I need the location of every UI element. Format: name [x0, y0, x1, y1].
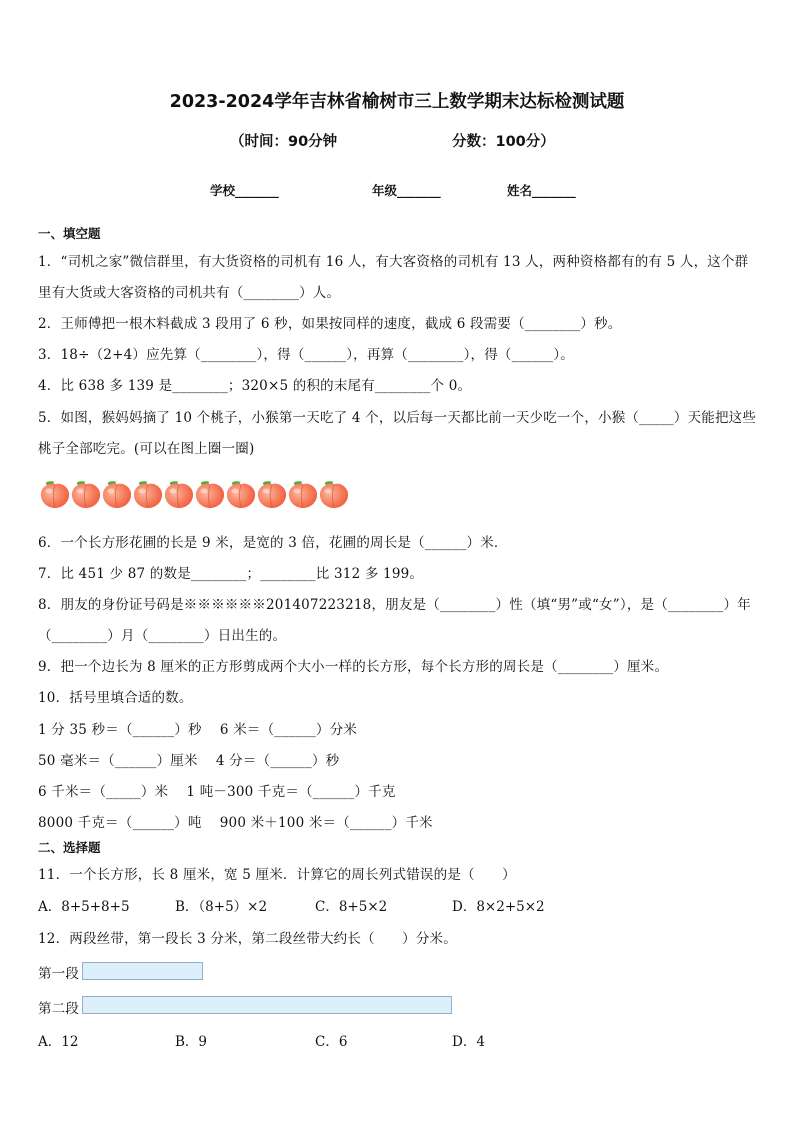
peach-icon [162, 476, 196, 510]
peach-icon [69, 476, 103, 510]
question-2: 2．王师傅把一根木料截成 3 段用了 6 秒，如果按同样的速度，截成 6 段需要（________）秒。 [38, 316, 622, 332]
question-10: 10．括号里填合适的数。 [38, 690, 193, 706]
page-title: 2023-2024学年吉林省榆树市三上数学期末达标检测试题 [169, 92, 625, 112]
peach-icon [317, 476, 351, 510]
question-5-line1: 5．如图，猴妈妈摘了 10 个桃子，小猴第一天吃了 4 个，以后每一天都比前一天少吃一个，小猴（_____）天能把这些 [38, 410, 757, 426]
segment-1-label: 第一段 [38, 966, 80, 982]
question-10-row-a: 1 分 35 秒＝（______）秒 6 米＝（______）分米 [38, 722, 358, 738]
question-11: 11．一个长方形，长 8 厘米，宽 5 厘米．计算它的周长列式错误的是（ ） [38, 867, 516, 883]
peach-icon [193, 476, 227, 510]
segment-2-label: 第二段 [38, 1001, 80, 1017]
q12-option-d: D．4 [452, 1034, 485, 1050]
segment-1-bar [82, 962, 203, 980]
q12-option-a: A．12 [38, 1034, 79, 1050]
question-10-row-c: 6 千米＝（_____）米 1 吨－300 千克＝（______）千克 [38, 784, 396, 800]
question-3: 3．18÷（2+4）应先算（________），得（______），再算（________），得（______）。 [38, 347, 574, 363]
question-4: 4．比 638 多 139 是________；320×5 的积的末尾有________个 0。 [38, 378, 472, 394]
question-8-line1: 8．朋友的身份证号码是※※※※※※201407223218，朋友是（________）性（填“男”或“女”），是（________）年 [38, 597, 751, 613]
peach-icon [286, 476, 320, 510]
name-field: 姓名_______ [507, 183, 576, 198]
q11-option-b: B．（8+5）×2 [175, 899, 268, 915]
question-8-line2: （________）月（________）日出生的。 [38, 628, 287, 644]
time-label: （时间：90分钟 [230, 134, 338, 150]
question-10-row-d: 8000 千克＝（______）吨 900 米＋100 米＝（______）千米 [38, 815, 433, 831]
q12-option-c: C．6 [315, 1034, 348, 1050]
question-7: 7．比 451 少 87 的数是________；________比 312 多 199。 [38, 566, 424, 582]
q11-option-d: D．8×2+5×2 [452, 899, 545, 915]
question-5-line2: 桃子全部吃完。(可以在图上圈一圈) [38, 441, 255, 457]
q11-option-c: C．8+5×2 [315, 899, 388, 915]
question-12: 12．两段丝带，第一段长 3 分米，第二段丝带大约长（ ）分米。 [38, 931, 457, 947]
section-fill-blank: 一、填空题 [38, 226, 101, 241]
peach-icon [255, 476, 289, 510]
score-label: 分数：100分） [452, 134, 555, 150]
question-9: 9．把一个边长为 8 厘米的正方形剪成两个大小一样的长方形，每个长方形的周长是（________）厘米。 [38, 659, 669, 675]
question-1-line1: 1．“司机之家”微信群里，有大货资格的司机有 16 人，有大客资格的司机有 13 人，两种资格都有的有 5 人，这个群 [38, 254, 749, 270]
question-1-line2: 里有大货或大客资格的司机共有（________）人。 [38, 285, 341, 301]
school-field: 学校_______ [210, 183, 279, 198]
grade-field: 年级_______ [372, 183, 441, 198]
segment-2-bar [82, 996, 452, 1014]
question-6: 6．一个长方形花圃的长是 9 米，是宽的 3 倍，花圃的周长是（______）米． [38, 535, 508, 551]
question-10-row-b: 50 毫米＝（______）厘米 4 分＝（______）秒 [38, 753, 340, 769]
peach-icon [38, 476, 72, 510]
peach-icon [131, 476, 165, 510]
peach-icon [224, 476, 258, 510]
q12-option-b: B．9 [175, 1034, 208, 1050]
peach-icon [100, 476, 134, 510]
q11-option-a: A．8+5+8+5 [38, 899, 130, 915]
section-choice: 二、选择题 [38, 840, 101, 855]
